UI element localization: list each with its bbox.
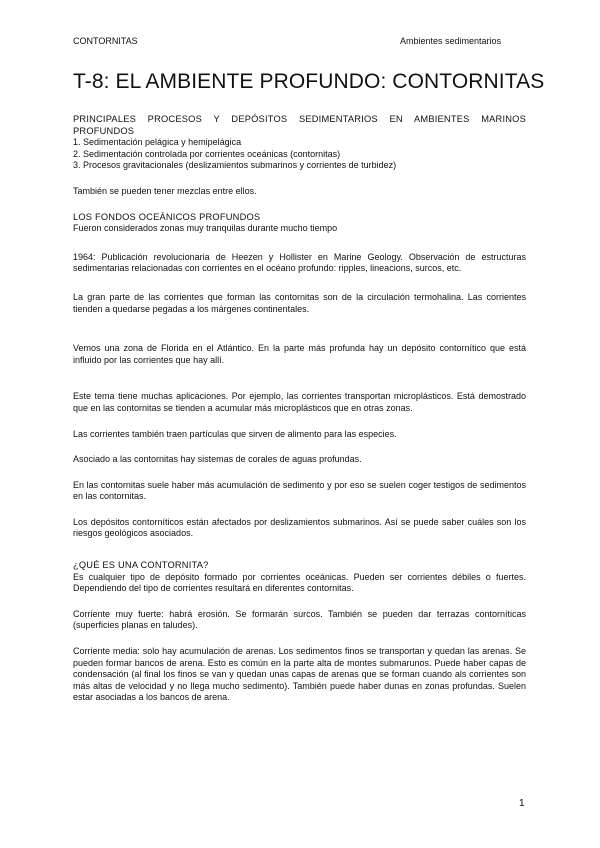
- paragraph: Es cualquier tipo de depósito formado por corrientes oceánicas. Pueden ser corrientes débiles o fuertes. Dependiendo del tipo de corrientes resultará en diferentes contornitas.: [73, 571, 526, 594]
- paragraph: La gran parte de las corrientes que forman las contornitas son de la circulación termohalina. Las corrientes tienden a quedarse pegadas a los márgenes continentales.: [73, 291, 526, 314]
- list-item: 1. Sedimentación pelágica y hemipelágica: [73, 137, 242, 148]
- page-number: 1: [519, 798, 525, 809]
- section-subtitle: Fueron considerados zonas muy tranquilas durante mucho tiempo: [73, 223, 338, 234]
- section-heading-processes: PRINCIPALES PROCESOS Y DEPÓSITOS SEDIMENTARIOS EN AMBIENTES MARINOS PROFUNDOS: [73, 114, 526, 136]
- paragraph: Vemos una zona de Florida en el Atlántico. En la parte más profunda hay un depósito contornítico que está influido por las corrientes que hay allí.: [73, 343, 526, 365]
- header-right: Ambientes sedimentarios: [399, 36, 501, 46]
- list-item: 2. Sedimentación controlada por corrientes oceánicas (contornitas): [73, 148, 341, 159]
- paragraph: Corriente media: solo hay acumulación de arenas. Los sedimentos finos se transportan y quedan las arenas. Se pueden formar bancos de arena. Esto es común en la parte alta de montes submarunos. Puede haber capas de condensación (al final los finos se van y quedan unas capas de arenas que se forman cuando als corrientes son más altas de velocidad y no llega mucho sedimento). También puede haber dunas en zonas profundas. Suelen estar asociadas a los bancos de arena.: [73, 646, 526, 703]
- paragraph: Los depósitos contorníticos están afectados por deslizamientos submarinos. Así se puede saber cuáles son los riesgos geológicos asociados.: [73, 516, 526, 539]
- page-title: T-8: EL AMBIENTE PROFUNDO: CONTORNITAS: [73, 70, 545, 93]
- section-heading-what-is-contourite: ¿QUÉ ES UNA CONTORNITA?: [73, 560, 209, 571]
- note-paragraph: También se pueden tener mezclas entre ellos.: [73, 185, 257, 196]
- paragraph: Este tema tiene muchas aplicaciones. Por ejemplo, las corrientes transportan microplásticos. Está demostrado que en las contornitas se tienden a acumular más microplásticos que en otras zonas.: [73, 391, 526, 413]
- paragraph: En las contornitas suele haber más acumulación de sedimento y por eso se suelen coger testigos de sedimentos en las contornitas.: [73, 479, 526, 502]
- header-left: CONTORNITAS: [73, 36, 138, 46]
- list-item: 3. Procesos gravitacionales (deslizamientos submarinos y corrientes de turbidez): [73, 160, 397, 171]
- paragraph: 1964: Publicación revolucionaria de Heezen y Hollister en Marine Geology. Observación de estructuras sedimentarias relacionadas con corrientes en el océano profundo: ripples, lineacions, surcos, etc.: [73, 251, 526, 274]
- paragraph: Corriente muy fuerte: habrá erosión. Se formarán surcos. También se pueden dar terrazas contorníticas (superficies planas en taludes).: [73, 608, 526, 631]
- document-body: [73, 114, 526, 704]
- section-heading-deep-floors: LOS FONDOS OCEÁNICOS PROFUNDOS: [73, 211, 261, 222]
- paragraph: Las corrientes también traen partículas que sirven de alimento para las especies.: [73, 428, 397, 439]
- paragraph: Asociado a las contornitas hay sistemas de corales de aguas profundas.: [73, 454, 362, 465]
